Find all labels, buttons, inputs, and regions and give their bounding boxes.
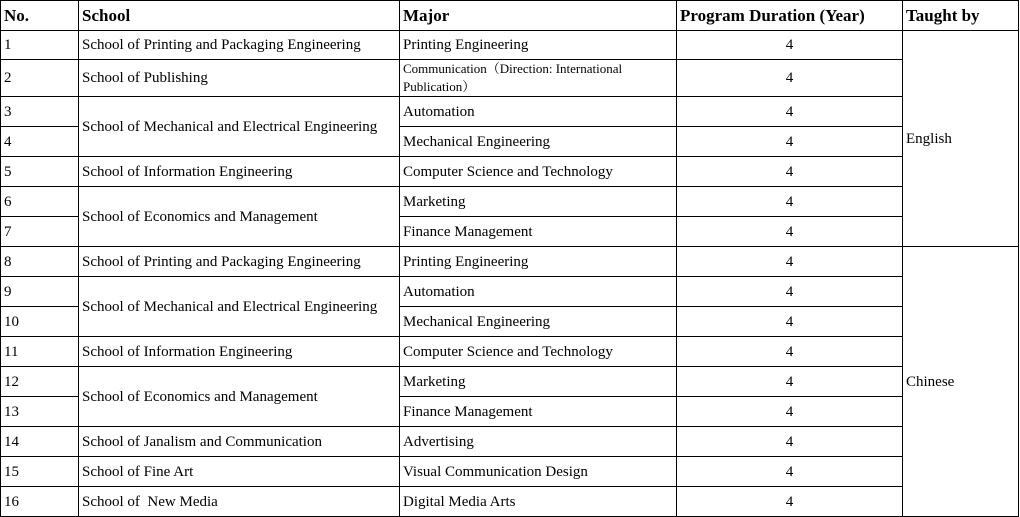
table-row (1, 277, 1019, 307)
row-number: 8 (1, 247, 79, 277)
row-number: 16 (1, 487, 79, 517)
major-cell: Mechanical Engineering (400, 127, 677, 157)
duration-cell: 4 (677, 307, 903, 337)
table-row (1, 457, 1019, 487)
major-cell: Printing Engineering (400, 247, 677, 277)
duration-cell: 4 (677, 367, 903, 397)
school-cell: School of New Media (79, 487, 400, 517)
table-row (1, 367, 1019, 397)
taught-by-cell: English (903, 31, 1019, 247)
major-cell: Computer Science and Technology (400, 157, 677, 187)
row-number: 6 (1, 187, 79, 217)
duration-cell: 4 (677, 247, 903, 277)
header-duration: Program Duration (Year) (677, 1, 903, 31)
duration-cell: 4 (677, 277, 903, 307)
duration-cell: 4 (677, 97, 903, 127)
duration-cell: 4 (677, 487, 903, 517)
major-cell: Computer Science and Technology (400, 337, 677, 367)
table-row (1, 157, 1019, 187)
row-number: 5 (1, 157, 79, 187)
header-no: No. (1, 1, 79, 31)
duration-cell: 4 (677, 60, 903, 97)
row-number: 9 (1, 277, 79, 307)
header-row (1, 1, 1019, 31)
row-number: 7 (1, 217, 79, 247)
header-taught-by: Taught by (903, 1, 1019, 31)
major-cell: Mechanical Engineering (400, 307, 677, 337)
major-cell: Finance Management (400, 397, 677, 427)
duration-cell: 4 (677, 31, 903, 60)
row-number: 2 (1, 60, 79, 97)
school-cell: School of Economics and Management (79, 367, 400, 427)
major-cell: Advertising (400, 427, 677, 457)
major-cell: Automation (400, 277, 677, 307)
school-cell: School of Printing and Packaging Engineering (79, 31, 400, 60)
major-cell: Finance Management (400, 217, 677, 247)
school-cell: School of Mechanical and Electrical Engineering (79, 277, 400, 337)
row-number: 15 (1, 457, 79, 487)
table-row (1, 427, 1019, 457)
school-cell: School of Information Engineering (79, 337, 400, 367)
row-number: 1 (1, 31, 79, 60)
taught-by-cell: Chinese (903, 247, 1019, 517)
table-row (1, 487, 1019, 517)
school-cell: School of Economics and Management (79, 187, 400, 247)
major-cell: Automation (400, 97, 677, 127)
header-major: Major (400, 1, 677, 31)
major-cell: Digital Media Arts (400, 487, 677, 517)
duration-cell: 4 (677, 337, 903, 367)
major-cell: Communication（Direction: International Publication） (400, 60, 677, 97)
table-row (1, 247, 1019, 277)
row-number: 14 (1, 427, 79, 457)
duration-cell: 4 (677, 187, 903, 217)
duration-cell: 4 (677, 217, 903, 247)
major-cell: Visual Communication Design (400, 457, 677, 487)
header-school: School (79, 1, 400, 31)
row-number: 3 (1, 97, 79, 127)
row-number: 11 (1, 337, 79, 367)
row-number: 10 (1, 307, 79, 337)
row-number: 13 (1, 397, 79, 427)
duration-cell: 4 (677, 127, 903, 157)
major-cell: Marketing (400, 187, 677, 217)
table-row (1, 337, 1019, 367)
table-row (1, 187, 1019, 217)
school-cell: School of Publishing (79, 60, 400, 97)
duration-cell: 4 (677, 457, 903, 487)
duration-cell: 4 (677, 397, 903, 427)
major-cell: Marketing (400, 367, 677, 397)
row-number: 12 (1, 367, 79, 397)
table-row (1, 31, 1019, 60)
duration-cell: 4 (677, 427, 903, 457)
school-cell: School of Information Engineering (79, 157, 400, 187)
school-cell: School of Printing and Packaging Engineering (79, 247, 400, 277)
major-cell: Printing Engineering (400, 31, 677, 60)
duration-cell: 4 (677, 157, 903, 187)
row-number: 4 (1, 127, 79, 157)
table-row (1, 60, 1019, 97)
school-cell: School of Mechanical and Electrical Engineering (79, 97, 400, 157)
school-cell: School of Janalism and Communication (79, 427, 400, 457)
school-cell: School of Fine Art (79, 457, 400, 487)
table-row (1, 97, 1019, 127)
